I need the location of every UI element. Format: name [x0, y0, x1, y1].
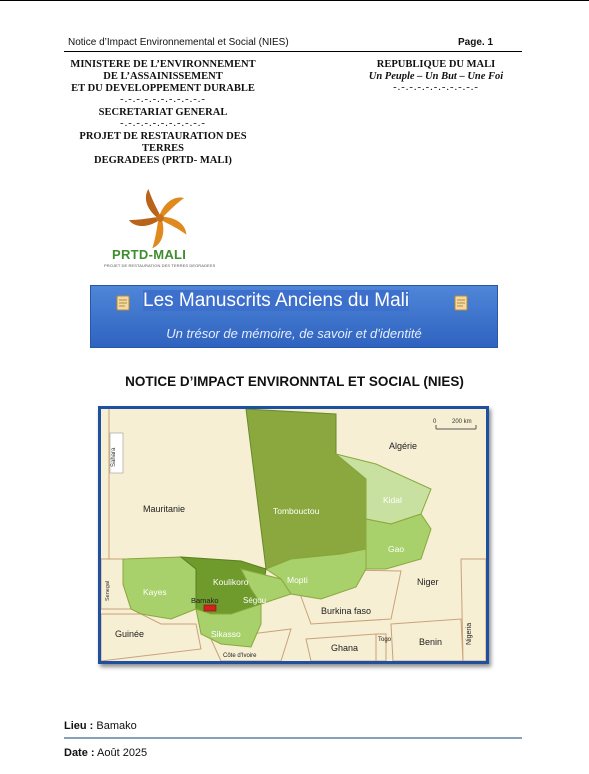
manuscripts-banner	[90, 285, 498, 348]
map-label-kidal: Kidal	[383, 495, 402, 505]
date-label: Date :	[64, 747, 95, 759]
map-label-kayes: Kayes	[143, 587, 167, 597]
map-label-sahara: Sahara	[111, 447, 117, 467]
map-label-koulikoro: Koulikoro	[213, 577, 249, 587]
logo-subtitle: PROJET DE RESTAURATION DES TERRES DEGRADEES	[104, 263, 216, 268]
project-line: PROJET DE RESTAURATION DES	[79, 131, 247, 142]
secretariat-separator: -.-.-.-.-.-.-.-.-.-.-	[120, 118, 206, 129]
map-label-benin: Benin	[419, 637, 443, 647]
mali-map	[98, 406, 489, 664]
location-label: Lieu :	[64, 720, 94, 732]
location-value: Bamako	[96, 720, 137, 732]
republic-block	[352, 59, 520, 92]
footer-rule	[64, 737, 522, 739]
map-label-senegal: Senegal	[105, 580, 111, 601]
map-label-guinee: Guinée	[115, 629, 145, 639]
mali-map-drawing	[101, 409, 486, 661]
republic-separator: -.-.-.-.-.-.-.-.-.-.-	[393, 82, 479, 93]
ministry-block	[58, 59, 268, 167]
header-rule	[64, 51, 522, 52]
location-line	[64, 720, 137, 732]
scale-zero: 0	[433, 419, 437, 425]
secretariat-general: SECRETARIAT GENERAL	[98, 107, 228, 118]
date-line	[64, 747, 147, 759]
map-label-bamako: Bamako	[191, 596, 219, 605]
map-label-niger: Niger	[417, 577, 439, 587]
map-label-segou: Ségou	[243, 596, 267, 605]
map-label-mauritanie: Mauritanie	[143, 504, 186, 514]
header-doc-label: Notice d’Impact Environnemental et Social (NIES)	[68, 37, 289, 48]
map-label-cote-divoire: Côte d'Ivoire	[223, 653, 257, 659]
map-label-gao: Gao	[388, 544, 405, 554]
map-label-ghana: Ghana	[331, 643, 359, 653]
republic-name: REPUBLIQUE DU MALI	[376, 59, 496, 70]
map-label-nigeria: Nigeria	[466, 622, 473, 645]
header-page-number: Page. 1	[458, 37, 494, 48]
date-value: Août 2025	[97, 747, 148, 759]
ministry-separator: -.-.-.-.-.-.-.-.-.-.-	[120, 94, 206, 105]
map-label-sikasso: Sikasso	[211, 629, 241, 639]
top-border	[0, 0, 589, 1]
map-label-togo: Togo	[378, 637, 392, 643]
map-label-mopti: Mopti	[287, 575, 308, 585]
scroll-icon	[453, 294, 469, 312]
map-label-burkina: Burkina faso	[321, 606, 372, 616]
logo-text: PRTD-MALI	[112, 247, 187, 262]
banner-title-text: Les Manuscrits Anciens du Mali	[143, 290, 410, 311]
republic-motto: Un Peuple – Un But – Une Foi	[368, 71, 504, 82]
banner-subtitle: Un trésor de mémoire, de savoir et d'identité	[166, 326, 422, 341]
project-line: DEGRADEES (PRTD- MALI)	[94, 155, 232, 166]
scale-label: 200 km	[452, 419, 472, 425]
map-label-algerie: Algérie	[389, 441, 418, 451]
project-line: TERRES	[141, 143, 184, 154]
scroll-icon	[115, 294, 131, 312]
map-label-tombouctou: Tombouctou	[273, 506, 320, 516]
document-title: NOTICE D’IMPACT ENVIRONNTAL ET SOCIAL (NIES)	[125, 374, 464, 389]
ministry-line: MINISTERE DE L’ENVIRONNEMENT	[70, 59, 256, 70]
ministry-line: DE L’ASSAINISSEMENT	[103, 71, 223, 82]
banner-title	[143, 290, 409, 312]
ministry-line: ET DU DEVELOPPEMENT DURABLE	[71, 83, 255, 94]
